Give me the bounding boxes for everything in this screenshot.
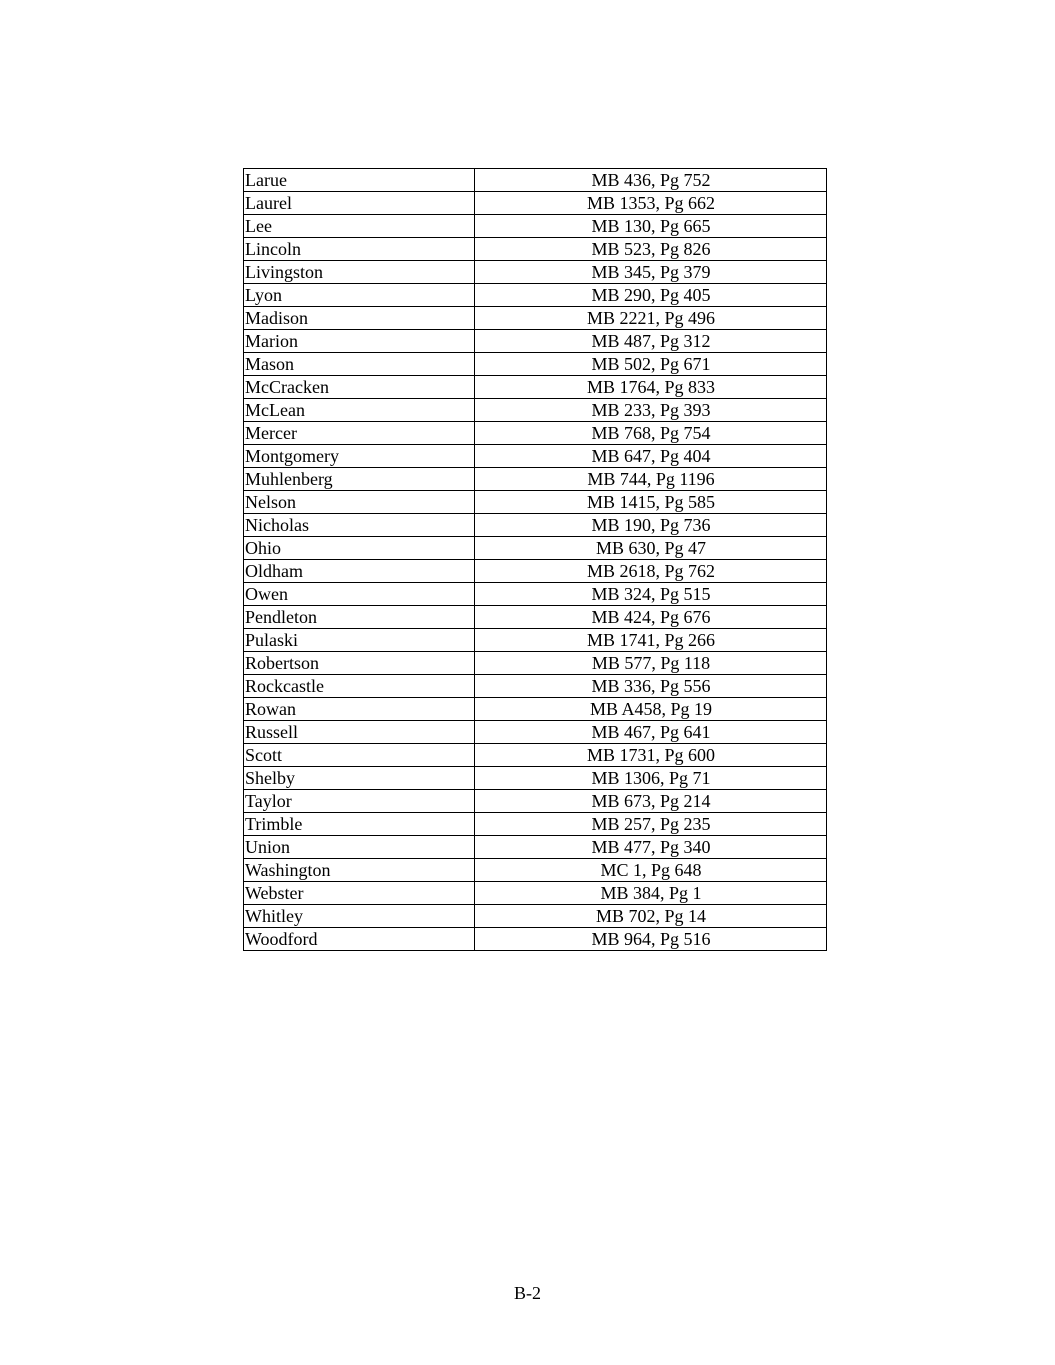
book-page-reference-cell: MB A458, Pg 19 [475, 698, 827, 721]
table-row [244, 284, 827, 307]
book-page-reference-cell: MB 647, Pg 404 [475, 445, 827, 468]
county-name-cell: Rowan [244, 698, 475, 721]
county-name-cell: Nelson [244, 491, 475, 514]
table-row [244, 813, 827, 836]
county-name-cell: Mason [244, 353, 475, 376]
book-page-reference-cell: MB 290, Pg 405 [475, 284, 827, 307]
county-name-cell: Rockcastle [244, 675, 475, 698]
county-name-cell: Lincoln [244, 238, 475, 261]
table-row [244, 905, 827, 928]
table-row [244, 675, 827, 698]
county-name-cell: Lee [244, 215, 475, 238]
table-row [244, 376, 827, 399]
table-row [244, 537, 827, 560]
table-row [244, 744, 827, 767]
county-name-cell: Taylor [244, 790, 475, 813]
book-page-reference-cell: MB 424, Pg 676 [475, 606, 827, 629]
county-name-cell: Trimble [244, 813, 475, 836]
book-page-reference-cell: MB 577, Pg 118 [475, 652, 827, 675]
county-name-cell: Muhlenberg [244, 468, 475, 491]
county-name-cell: Lyon [244, 284, 475, 307]
county-name-cell: Mercer [244, 422, 475, 445]
page-number: B-2 [514, 1283, 541, 1303]
table-row [244, 422, 827, 445]
table-row [244, 698, 827, 721]
table-row [244, 767, 827, 790]
table-row [244, 583, 827, 606]
county-name-cell: Oldham [244, 560, 475, 583]
county-name-cell: Woodford [244, 928, 475, 951]
county-name-cell: Nicholas [244, 514, 475, 537]
county-name-cell: Scott [244, 744, 475, 767]
county-name-cell: Laurel [244, 192, 475, 215]
book-page-reference-cell: MB 477, Pg 340 [475, 836, 827, 859]
table-row [244, 836, 827, 859]
book-page-reference-cell: MB 744, Pg 1196 [475, 468, 827, 491]
book-page-reference-cell: MB 324, Pg 515 [475, 583, 827, 606]
county-name-cell: Washington [244, 859, 475, 882]
book-page-reference-cell: MB 1306, Pg 71 [475, 767, 827, 790]
table-row [244, 215, 827, 238]
table-row [244, 491, 827, 514]
book-page-reference-cell: MB 257, Pg 235 [475, 813, 827, 836]
book-page-reference-cell: MB 384, Pg 1 [475, 882, 827, 905]
book-page-reference-cell: MB 523, Pg 826 [475, 238, 827, 261]
county-record-table [243, 168, 827, 951]
county-name-cell: Whitley [244, 905, 475, 928]
table-row [244, 261, 827, 284]
book-page-reference-cell: MB 1731, Pg 600 [475, 744, 827, 767]
table-row [244, 882, 827, 905]
book-page-reference-cell: MB 130, Pg 665 [475, 215, 827, 238]
county-name-cell: Ohio [244, 537, 475, 560]
table-row [244, 859, 827, 882]
book-page-reference-cell: MB 2618, Pg 762 [475, 560, 827, 583]
book-page-reference-cell: MB 336, Pg 556 [475, 675, 827, 698]
county-name-cell: Pendleton [244, 606, 475, 629]
table-row [244, 330, 827, 353]
book-page-reference-cell: MB 964, Pg 516 [475, 928, 827, 951]
county-name-cell: Madison [244, 307, 475, 330]
county-name-cell: Robertson [244, 652, 475, 675]
county-name-cell: Shelby [244, 767, 475, 790]
county-name-cell: Owen [244, 583, 475, 606]
table-row [244, 169, 827, 192]
book-page-reference-cell: MB 436, Pg 752 [475, 169, 827, 192]
book-page-reference-cell: MB 1741, Pg 266 [475, 629, 827, 652]
table-row [244, 307, 827, 330]
book-page-reference-cell: MB 233, Pg 393 [475, 399, 827, 422]
table-row [244, 928, 827, 951]
book-page-reference-cell: MB 768, Pg 754 [475, 422, 827, 445]
book-page-reference-cell: MB 1415, Pg 585 [475, 491, 827, 514]
book-page-reference-cell: MB 190, Pg 736 [475, 514, 827, 537]
book-page-reference-cell: MB 1353, Pg 662 [475, 192, 827, 215]
county-name-cell: Russell [244, 721, 475, 744]
table-row [244, 353, 827, 376]
county-name-cell: Marion [244, 330, 475, 353]
table-row [244, 399, 827, 422]
county-name-cell: McCracken [244, 376, 475, 399]
table-body [244, 169, 827, 951]
county-name-cell: Union [244, 836, 475, 859]
table-row [244, 629, 827, 652]
table-row [244, 238, 827, 261]
county-name-cell: Larue [244, 169, 475, 192]
book-page-reference-cell: MB 502, Pg 671 [475, 353, 827, 376]
book-page-reference-cell: MB 702, Pg 14 [475, 905, 827, 928]
book-page-reference-cell: MB 345, Pg 379 [475, 261, 827, 284]
book-page-reference-cell: MB 630, Pg 47 [475, 537, 827, 560]
book-page-reference-cell: MB 2221, Pg 496 [475, 307, 827, 330]
county-name-cell: Montgomery [244, 445, 475, 468]
table-row [244, 652, 827, 675]
book-page-reference-cell: MC 1, Pg 648 [475, 859, 827, 882]
table-row [244, 606, 827, 629]
table-row [244, 192, 827, 215]
table-row [244, 560, 827, 583]
book-page-reference-cell: MB 673, Pg 214 [475, 790, 827, 813]
book-page-reference-cell: MB 1764, Pg 833 [475, 376, 827, 399]
county-name-cell: McLean [244, 399, 475, 422]
table-row [244, 445, 827, 468]
table-row [244, 790, 827, 813]
county-name-cell: Webster [244, 882, 475, 905]
table-row [244, 468, 827, 491]
table-row [244, 514, 827, 537]
county-name-cell: Livingston [244, 261, 475, 284]
county-name-cell: Pulaski [244, 629, 475, 652]
table-row [244, 721, 827, 744]
book-page-reference-cell: MB 467, Pg 641 [475, 721, 827, 744]
book-page-reference-cell: MB 487, Pg 312 [475, 330, 827, 353]
